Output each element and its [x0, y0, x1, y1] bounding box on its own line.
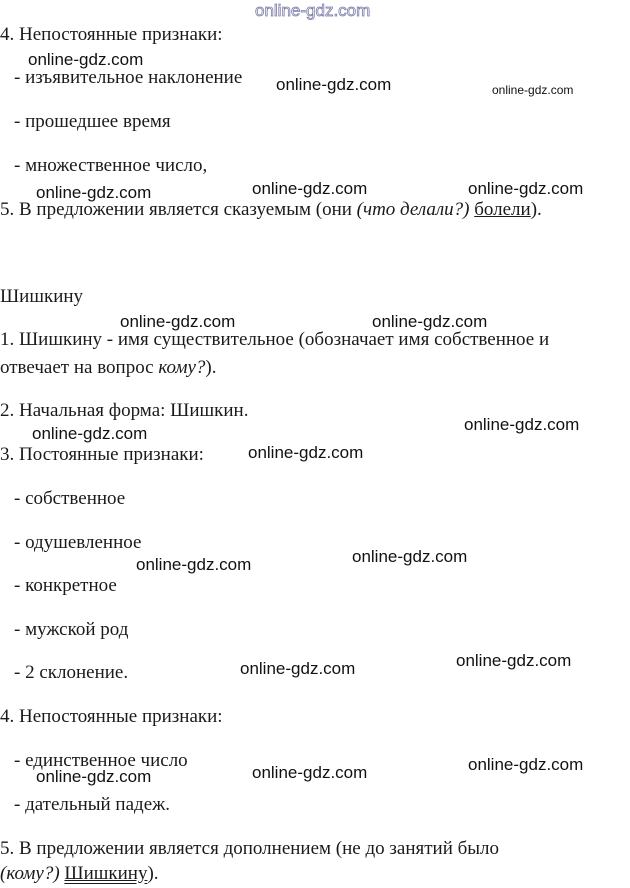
nonconstant-heading: 4. Непостоянные признаки:	[0, 24, 223, 45]
watermark: online-gdz.com	[28, 50, 144, 69]
syntactic-role-line-2	[0, 863, 159, 885]
list-item: - мужской род	[14, 619, 129, 640]
role-word: болели	[474, 199, 531, 220]
list-item: - множественное число,	[14, 155, 208, 176]
list-item: - 2 склонение.	[14, 662, 129, 683]
part-of-speech-line-2	[0, 357, 216, 379]
watermark: online-gdz.com	[464, 415, 580, 434]
watermark: online-gdz.com	[136, 555, 252, 574]
watermark: online-gdz.com	[32, 424, 148, 443]
watermark: online-gdz.com	[255, 1, 371, 20]
part-of-speech-line: 1. Шишкину - имя существительное (обозначает имя собственное и	[0, 329, 550, 350]
watermark: online-gdz.com	[276, 75, 392, 94]
role-prefix: 5. В предложении является сказуемым (они	[0, 199, 357, 220]
watermark: online-gdz.com	[468, 179, 584, 198]
list-item: - изъявительное наклонение	[14, 67, 243, 88]
watermark: online-gdz.com	[468, 755, 584, 774]
initial-form: 2. Начальная форма: Шишкин.	[0, 400, 249, 421]
list-item: - единственное число	[14, 750, 188, 771]
watermark: online-gdz.com	[120, 312, 236, 331]
role-suffix: ).	[147, 863, 159, 884]
list-item: - собственное	[14, 488, 126, 509]
list-item: - одушевленное	[14, 532, 142, 553]
pos-prefix: отвечает на вопрос	[0, 357, 159, 378]
role-question: (кому?)	[0, 863, 60, 884]
nonconstant-heading: 4. Непостоянные признаки:	[0, 706, 223, 727]
syntactic-role-line: 5. В предложении является дополнением (не до занятий было	[0, 838, 500, 859]
watermark: online-gdz.com	[248, 443, 364, 462]
role-word: Шишкину	[64, 863, 148, 884]
role-question: (что делали?)	[356, 199, 470, 220]
watermark: online-gdz.com	[36, 767, 152, 786]
watermark: online-gdz.com	[252, 179, 368, 198]
list-item: - дательный падеж.	[14, 794, 170, 815]
watermark: online-gdz.com	[252, 763, 368, 782]
list-item: - конкретное	[14, 575, 117, 596]
watermark: online-gdz.com	[240, 659, 356, 678]
watermark: online-gdz.com	[352, 547, 468, 566]
watermark: online-gdz.com	[456, 651, 572, 670]
constant-heading: 3. Постоянные признаки:	[0, 444, 204, 465]
word-title: Шишкину	[0, 286, 84, 307]
pos-question: кому?	[158, 357, 206, 378]
watermark: online-gdz.com	[492, 83, 574, 97]
role-suffix: ).	[530, 199, 542, 220]
pos-suffix: ).	[205, 357, 217, 378]
watermark: online-gdz.com	[372, 312, 488, 331]
list-item: - прошедшее время	[14, 111, 171, 132]
watermark: online-gdz.com	[36, 183, 152, 202]
